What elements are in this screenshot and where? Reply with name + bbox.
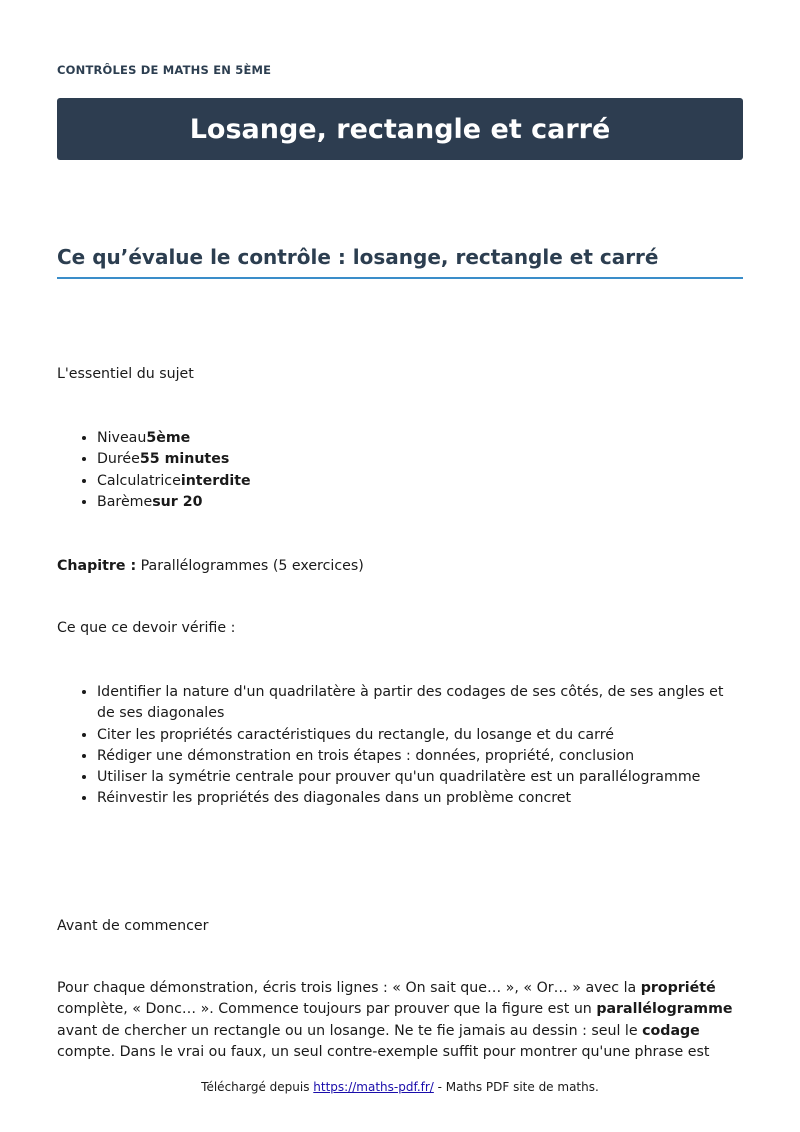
- essentials-list: [57, 428, 743, 513]
- section-title: Ce qu’évalue le contrôle : losange, rectangle et carré: [57, 245, 743, 279]
- item-value: 5ème: [146, 430, 191, 446]
- item-value: sur 20: [152, 493, 203, 510]
- checks-heading: Ce que ce devoir vérifie :: [57, 620, 236, 636]
- paragraph-text: compte. Dans le vrai ou faux, un seul contre-exemple suffit pour montrer qu'une phrase est: [57, 1043, 710, 1060]
- item-label: Niveau: [97, 430, 147, 446]
- paragraph-text: complète, « Donc… ». Commence toujours par prouver que la figure est un: [57, 1001, 597, 1018]
- footer-link[interactable]: https://maths-pdf.fr/: [313, 1080, 434, 1094]
- page-title: Losange, rectangle et carré: [189, 113, 611, 145]
- essentials-item-grading: [97, 492, 743, 513]
- series-kicker: CONTRÔLES DE MATHS EN 5ÈME: [57, 63, 272, 77]
- footer-suffix: - Maths PDF site de maths.: [433, 1080, 599, 1094]
- before-start-paragraph: [57, 978, 743, 1063]
- checks-list: [57, 682, 743, 810]
- before-start-heading: Avant de commencer: [57, 918, 209, 934]
- check-item: • Utiliser la symétrie centrale pour prouver qu'un quadrilatère est un parallélogramme: [97, 767, 743, 788]
- item-label: Durée: [97, 451, 140, 468]
- check-item: • Identifier la nature d'un quadrilatère à partir des codages de ses côtés, de ses angles et de ses diagonales: [97, 682, 743, 725]
- chapter-line: [57, 556, 364, 577]
- check-item: • Rédiger une démonstration en trois étapes : données, propriété, conclusion: [97, 746, 743, 767]
- item-value: 55 minutes: [139, 451, 230, 468]
- item-label: Barème: [97, 493, 153, 510]
- bold-term-parallelogramme: parallélogramme: [596, 1001, 733, 1018]
- essentials-item-level: [97, 428, 743, 449]
- item-value: interdite: [180, 472, 251, 489]
- chapter-label: Chapitre :: [57, 558, 137, 574]
- essentials-item-duration: [97, 449, 743, 470]
- essentials-item-calculator: [97, 471, 743, 492]
- bold-term-codage: codage: [642, 1022, 700, 1039]
- footer-prefix: Téléchargé depuis: [201, 1080, 314, 1094]
- bold-term-propriete: propriété: [640, 980, 716, 996]
- title-banner: [57, 98, 743, 160]
- chapter-value: Parallélogrammes (5 exercices): [140, 558, 364, 574]
- paragraph-text: avant de chercher un rectangle ou un losange. Ne te fie jamais au dessin : seul le: [57, 1022, 643, 1039]
- check-item: • Citer les propriétés caractéristiques du rectangle, du losange et du carré: [97, 725, 743, 746]
- item-label: Calculatrice: [97, 472, 181, 489]
- essentials-heading: L'essentiel du sujet: [57, 366, 194, 382]
- paragraph-text: Pour chaque démonstration, écris trois lignes : « On sait que… », « Or… » avec la: [57, 980, 641, 996]
- page-footer: [0, 1080, 800, 1094]
- check-item: • Réinvestir les propriétés des diagonales dans un problème concret: [97, 788, 743, 809]
